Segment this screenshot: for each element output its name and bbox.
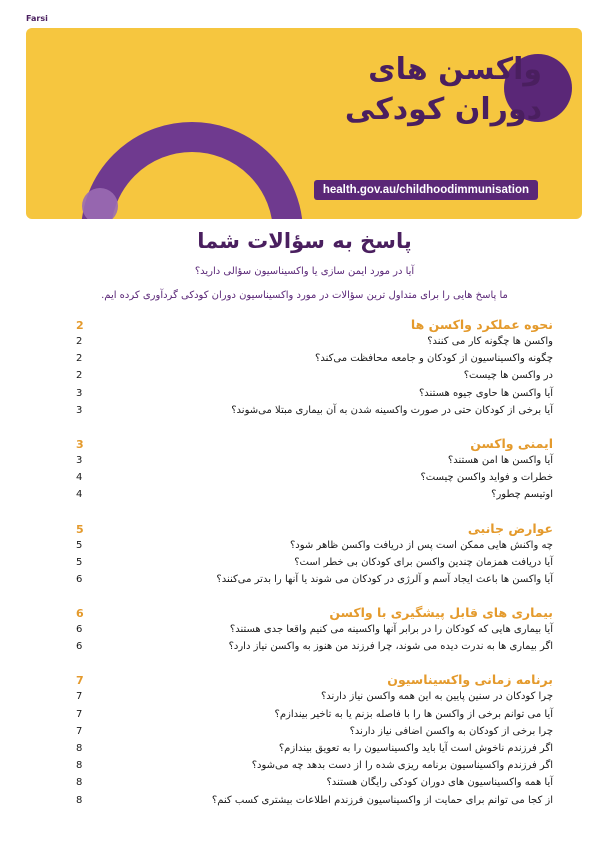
toc-item-page: 5 bbox=[76, 556, 83, 568]
banner-title-line2: دوران کودکی bbox=[344, 92, 542, 127]
toc-item-page: 7 bbox=[76, 708, 83, 720]
toc-item-question: خطرات و فواید واکسن چیست؟ bbox=[420, 472, 553, 484]
toc-item-page: 6 bbox=[76, 573, 83, 585]
toc-item-question: از کجا می توانم برای حمایت از واکسیناسیون فرزندم اطلاعات بیشتری کسب کنم؟ bbox=[211, 794, 553, 806]
toc-item[interactable] bbox=[76, 489, 553, 506]
toc-section[interactable] bbox=[76, 317, 553, 336]
toc-item[interactable] bbox=[76, 641, 553, 658]
website-link[interactable]: health.gov.au/childhoodimmunisation bbox=[314, 180, 538, 200]
toc-item-page: 3 bbox=[76, 454, 83, 466]
toc-item[interactable] bbox=[76, 709, 553, 726]
toc-item[interactable] bbox=[76, 370, 553, 387]
toc-section-title: نحوه عملکرد واکسن ها bbox=[410, 317, 553, 332]
toc-item-question: اگر بیماری ها به ندرت دیده می شوند، چرا فرزند من هنوز به واکسن نیاز دارد؟ bbox=[228, 641, 553, 653]
toc-item-page: 2 bbox=[76, 353, 83, 365]
toc-item-question: اوتیسم چطور؟ bbox=[491, 489, 553, 501]
toc-item-page: 8 bbox=[76, 760, 83, 772]
toc-item[interactable] bbox=[76, 795, 553, 812]
toc-section[interactable] bbox=[76, 521, 553, 540]
toc-item-question: آیا می توانم برخی از واکسن ها را با فاصله بزنم یا به تاخیر بیندازم؟ bbox=[274, 708, 553, 720]
toc-section-title: بیماری های قابل پیشگیری با واکسن bbox=[329, 605, 553, 621]
toc-item-page: 8 bbox=[76, 794, 83, 806]
toc-item[interactable] bbox=[76, 472, 553, 489]
toc-item-page: 7 bbox=[76, 725, 83, 737]
toc-item-question: در واکسن ها چیست؟ bbox=[463, 370, 553, 382]
toc-item[interactable] bbox=[76, 388, 553, 405]
toc-section-title: عوارض جانبی bbox=[467, 520, 553, 536]
toc-section-title: ایمنی واکسن bbox=[470, 435, 553, 451]
toc-item-question: چرا برخی از کودکان به واکسن اضافی نیاز دارند؟ bbox=[349, 725, 553, 737]
toc-item-page: 8 bbox=[76, 743, 83, 754]
toc-section[interactable] bbox=[76, 672, 553, 691]
toc-item[interactable] bbox=[76, 760, 553, 777]
section-spacer bbox=[76, 422, 553, 432]
toc-item-question: چه واکنش هایی ممکن است پس از دریافت واکسن ظاهر شود؟ bbox=[289, 539, 553, 551]
toc-section[interactable] bbox=[76, 605, 553, 624]
toc-item[interactable] bbox=[76, 353, 553, 370]
toc-section-page: 2 bbox=[76, 319, 84, 332]
toc-item-question: آیا دریافت همزمان چندین واکسن برای کودکان بی خطر است؟ bbox=[294, 556, 553, 568]
toc-item-page: 2 bbox=[76, 370, 83, 382]
banner-title-line1: واکسن های bbox=[368, 52, 542, 87]
toc-item[interactable] bbox=[76, 574, 553, 591]
toc-item-question: آیا واکسن ها امن هستند؟ bbox=[447, 454, 553, 466]
toc-item[interactable] bbox=[76, 557, 553, 574]
toc-item-page: 6 bbox=[76, 641, 83, 653]
toc-item-page: 2 bbox=[76, 336, 83, 347]
toc-item[interactable] bbox=[76, 777, 553, 794]
toc-item-page: 6 bbox=[76, 624, 83, 636]
hero-banner bbox=[26, 28, 582, 219]
section-spacer bbox=[76, 507, 553, 517]
toc-item-question: واکسن ها چگونه کار می کنند؟ bbox=[427, 336, 553, 347]
toc-section-page: 7 bbox=[76, 674, 84, 688]
section-spacer bbox=[76, 591, 553, 601]
language-label: Farsi bbox=[26, 14, 48, 23]
toc-item[interactable] bbox=[76, 624, 553, 641]
toc-item-question: چگونه واکسیناسیون از کودکان و جامعه محافظت می‌کند؟ bbox=[315, 353, 553, 365]
toc-item-question: آیا بیماری هایی که کودکان را در برابر آنها واکسینه می کنیم واقعا جدی هستند؟ bbox=[229, 624, 553, 636]
intro-question: آیا در مورد ایمن سازی یا واکسیناسیون سؤالی دارید؟ bbox=[194, 266, 415, 277]
toc-item-question: اگر فرزندم واکسیناسیون برنامه ریزی شده را از دست بدهد چه می‌شود؟ bbox=[251, 760, 553, 772]
toc-item[interactable] bbox=[76, 336, 553, 353]
toc-section-page: 6 bbox=[76, 607, 84, 621]
toc-item-question: اگر فرزندم ناخوش است آیا باید واکسیناسیون را به تعویق بیندازم؟ bbox=[278, 743, 553, 754]
toc-item-page: 8 bbox=[76, 777, 83, 789]
toc-item-question: آیا واکسن ها حاوی جیوه هستند؟ bbox=[419, 387, 553, 399]
toc-item-question: آیا واکسن ها باعث ایجاد آسم و آلرژی در کودکان می شوند یا آنها را بدتر می‌کنند؟ bbox=[216, 573, 553, 585]
toc-item-question: چرا کودکان در سنین پایین به این همه واکسن نیاز دارند؟ bbox=[320, 691, 553, 703]
toc-item[interactable] bbox=[76, 743, 553, 760]
toc-item-page: 4 bbox=[76, 489, 83, 501]
toc-item-question: آیا برخی از کودکان حتی در صورت واکسینه شدن به آن بیماری مبتلا می‌شوند؟ bbox=[231, 404, 553, 416]
toc-section-page: 3 bbox=[76, 437, 84, 451]
toc-item-page: 3 bbox=[76, 387, 83, 399]
toc-item[interactable] bbox=[76, 540, 553, 557]
page-heading: پاسخ به سؤالات شما bbox=[197, 229, 412, 253]
toc-item-page: 5 bbox=[76, 539, 83, 551]
toc-section-page: 5 bbox=[76, 522, 84, 536]
toc-item[interactable] bbox=[76, 405, 553, 422]
table-of-contents bbox=[76, 317, 553, 812]
toc-section-title: برنامه زمانی واکسیناسیون bbox=[387, 672, 553, 688]
section-spacer bbox=[76, 658, 553, 668]
toc-item[interactable] bbox=[76, 455, 553, 472]
toc-item[interactable] bbox=[76, 726, 553, 743]
toc-item-question: آیا همه واکسیناسیون های دوران کودکی رایگان هستند؟ bbox=[326, 777, 553, 789]
toc-item-page: 4 bbox=[76, 472, 83, 484]
banner-title bbox=[282, 50, 542, 130]
toc-item[interactable] bbox=[76, 691, 553, 708]
toc-item-page: 7 bbox=[76, 691, 83, 703]
toc-item-page: 3 bbox=[76, 404, 83, 416]
intro-description: ما پاسخ هایی را برای متداول ترین سؤالات در مورد واکسیناسیون دوران کودکی گردآوری کرده ایم. bbox=[101, 290, 508, 301]
toc-section[interactable] bbox=[76, 436, 553, 455]
